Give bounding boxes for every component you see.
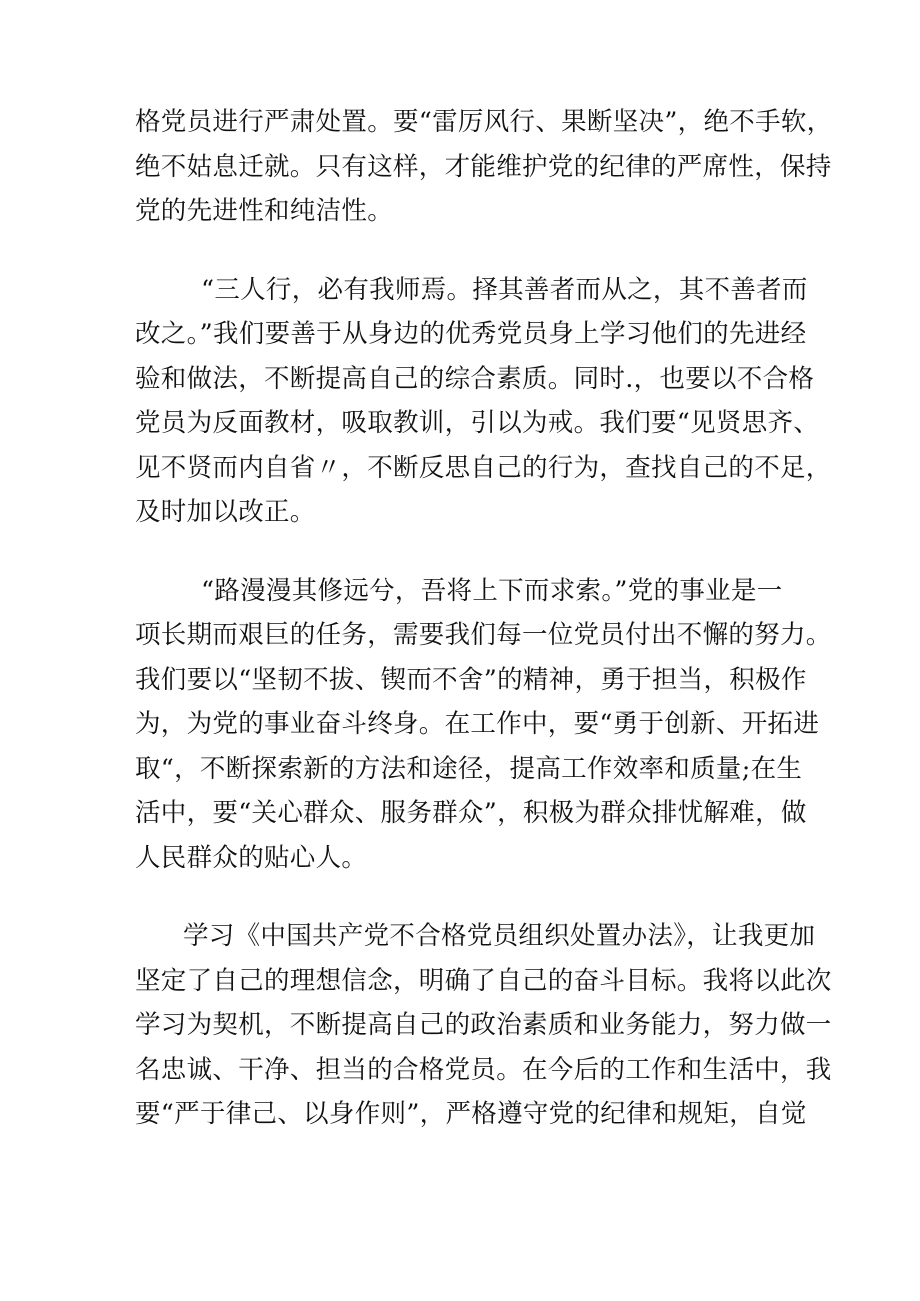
text-line: 改之。”我们要善于从身边的优秀党员身上学习他们的先进经 [135, 319, 807, 349]
text-line: 格党员进行严肃处置。要“雷厉风行、果断坚决”，绝不手软， [135, 107, 833, 137]
text-line: “三人行，必有我师焉。择其善者而从之，其不善者而 [201, 274, 808, 305]
text-line: 学习为契机，不断提高自己的政治素质和业务能力，努力做一 [135, 1010, 832, 1040]
paragraph-1 [135, 100, 833, 234]
text-line: 取“，不断探索新的方法和途径，提高工作效率和质量;在生 [135, 753, 803, 784]
text-line: 学习《中国共产党不合格党员组织处置办法》，让我更加 [183, 921, 816, 951]
text-line: 绝不姑息迁就。只有这样，才能维护党的纪律的严席性，保持 [135, 151, 832, 182]
text-line: “路漫漫其修远兮，吾将上下而求索。”党的事业是一 [201, 575, 783, 606]
text-line: 我们要以“坚韧不拔、锲而不舍”的精神，勇于担当，积极作 [135, 664, 807, 695]
document-body [135, 100, 833, 1171]
text-line: 项长期而艰巨的任务，需要我们每一位党员付出不懈的努力。 [135, 620, 832, 650]
paragraph-3 [135, 569, 832, 881]
text-line: 见不贤而内自省〃，不断反思自己的行为，查找自己的不足， [135, 452, 832, 483]
text-line: 验和做法，不断提高自己的综合素质。同时.，也要以不合格 [135, 363, 815, 394]
text-line: 为，为党的事业奋斗终身。在工作中，要“勇于创新、开拓进 [135, 709, 820, 739]
text-line: 名忠诚、干净、担当的合格党员。在今后的工作和生活中，我 [135, 1054, 832, 1085]
text-line: 党员为反面教材，吸取教训，引以为戒。我们要“见贤思齐、 [135, 408, 820, 438]
text-line: 坚定了自己的理想信念，明确了自己的奋斗目标。我将以此次 [135, 965, 832, 996]
text-line: 党的先进性和纯洁性。 [135, 196, 394, 226]
paragraph-4 [135, 914, 832, 1137]
text-line: 活中，要“关心群众、服务群众”，积极为群众排忧解难，做 [135, 798, 807, 828]
text-line: 要“严于律己、以身作则”，严格遵守党的纪律和规矩，自觉 [135, 1099, 807, 1129]
paragraph-2 [135, 268, 832, 535]
text-line: 人民群众的贴心人。 [135, 842, 368, 873]
text-line: 及时加以改正。 [135, 497, 316, 527]
